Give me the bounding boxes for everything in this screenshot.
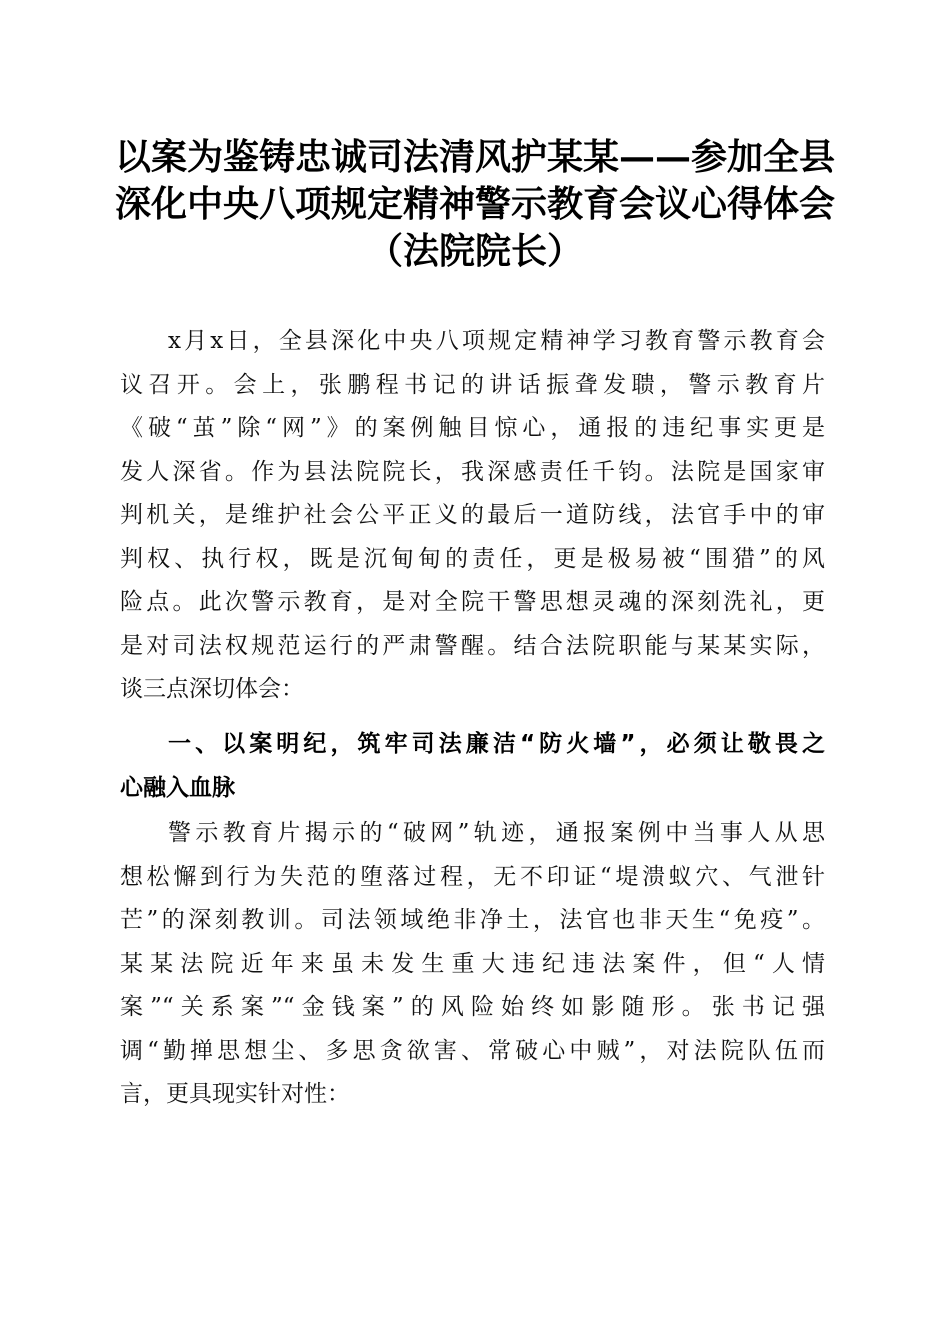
paragraph-line: 调“勤掸思想尘、多思贪欲害、常破心中贼”，对法院队伍而	[120, 1037, 825, 1064]
document-title	[100, 134, 850, 275]
paragraph-line: 言，更具现实针对性：	[120, 1081, 350, 1107]
paragraph-line: 议召开。会上，张鹏程书记的讲话振聋发聩，警示教育片	[120, 371, 825, 398]
heading-line: 心融入血脉	[120, 774, 235, 801]
section-1-paragraph	[120, 812, 825, 1117]
intro-paragraph	[120, 320, 825, 712]
paragraph-line: 案”“关系案”“金钱案”的风险始终如影随形。张书记强	[120, 994, 825, 1020]
paragraph-line: 《破“茧”除“网”》的案例触目惊心，通报的违纪事实更是	[120, 415, 825, 441]
paragraph-line: 谈三点深切体会：	[120, 676, 304, 702]
paragraph-line: 某某法院近年来虽未发生重大违纪违法案件，但“人情	[120, 950, 825, 977]
title-line-1: 以案为鉴铸忠诚司法清风护某某——参加全县	[114, 136, 835, 178]
heading-line: 一、以案明纪，筑牢司法廉洁“防火墙”，必须让敬畏之	[168, 731, 825, 757]
paragraph-line: 警示教育片揭示的“破网”轨迹，通报案例中当事人从思	[168, 820, 825, 846]
section-heading-1	[120, 723, 825, 810]
paragraph-line: 是对司法权规范运行的严肃警醒。结合法院职能与某某实际，	[120, 632, 825, 659]
title-line-3: （法院院长）	[366, 230, 583, 272]
paragraph-line: 判权、执行权，既是沉甸甸的责任，更是极易被“围猎”的风	[120, 545, 825, 572]
paragraph-line: x月x日，全县深化中央八项规定精神学习教育警示教育会	[168, 328, 825, 354]
paragraph-line: 判机关，是维护社会公平正义的最后一道防线，法官手中的审	[120, 502, 825, 528]
title-line-2: 深化中央八项规定精神警示教育会议心得体会	[114, 183, 835, 225]
paragraph-line: 险点。此次警示教育，是对全院干警思想灵魂的深刻洗礼，更	[120, 589, 825, 615]
paragraph-line: 芒”的深刻教训。司法领域绝非净土，法官也非天生“免疫”。	[120, 907, 825, 933]
paragraph-line: 发人深省。作为县法院院长，我深感责任千钧。法院是国家审	[120, 458, 825, 485]
paragraph-line: 想松懈到行为失范的堕落过程，无不印证“堤溃蚁穴、气泄针	[120, 863, 825, 890]
